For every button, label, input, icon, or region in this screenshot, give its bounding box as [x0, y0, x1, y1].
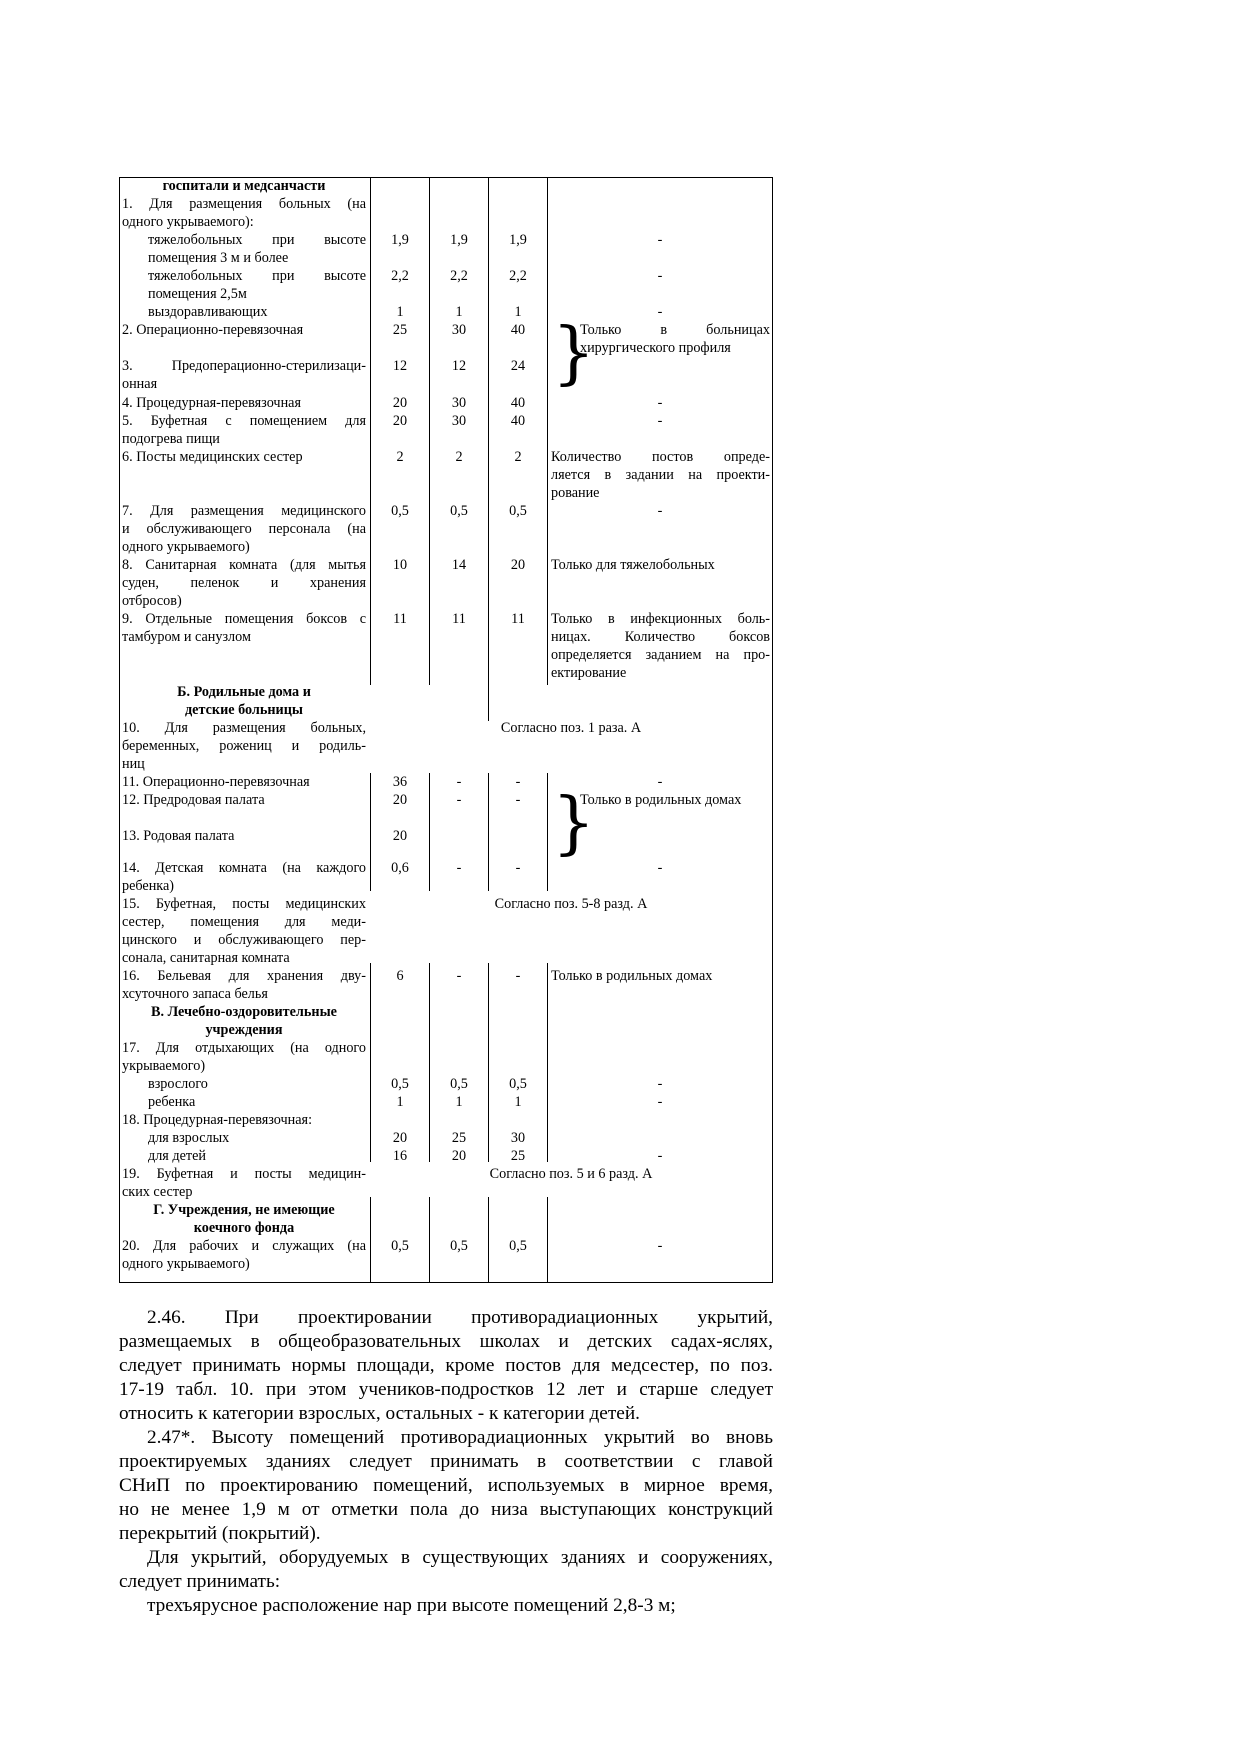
section-header: коечного фонда	[193, 1220, 295, 1236]
value-cell: 30	[451, 322, 467, 338]
note-cell: Только в больницах	[580, 322, 770, 338]
row-label: тамбуром и санузлом	[122, 629, 251, 645]
value-cell: 12	[392, 358, 408, 374]
text-line: 17-19 табл. 10. при этом учеников-подростков 12 лет и старше следует	[119, 1379, 773, 1400]
value-cell: 11	[511, 611, 525, 627]
col-divider	[488, 177, 489, 685]
row-label: 17. Для отдыхающих (на одного	[122, 1040, 366, 1056]
value-cell: 25	[451, 1130, 467, 1146]
value-cell: 0,6	[391, 860, 409, 876]
note-cell: Только для тяжелобольных	[551, 557, 715, 573]
value-cell: 20	[392, 1130, 408, 1146]
section-header: детские больницы	[185, 702, 303, 718]
value-cell: 40	[510, 395, 526, 411]
note-cell: -	[657, 232, 663, 248]
row-label: одного укрываемого)	[122, 539, 250, 555]
value-cell: 20	[392, 828, 408, 844]
value-cell: 24	[510, 358, 526, 374]
row-label: укрываемого)	[122, 1058, 206, 1074]
row-label: 6. Посты медицинских сестер	[122, 449, 303, 465]
col-divider	[370, 1197, 371, 1283]
value-cell: 40	[510, 322, 526, 338]
note-cell: Только в инфекционных боль-	[551, 611, 770, 627]
row-label: сестер, помещения для меди-	[122, 914, 366, 930]
value-cell: 30	[510, 1130, 526, 1146]
value-cell: 36	[392, 774, 408, 790]
value-cell: 1,9	[509, 232, 527, 248]
row-label: для взрослых	[148, 1130, 230, 1146]
value-cell: -	[456, 968, 462, 984]
row-label: 7. Для размещения медицинского	[122, 503, 366, 519]
row-label: и обслуживающего персонала (на	[122, 521, 366, 537]
col-divider	[488, 963, 489, 1162]
row-label: помещения 2,5м	[148, 286, 247, 302]
row-label: 13. Родовая палата	[122, 828, 235, 844]
note-cell: ектирование	[551, 665, 627, 681]
note-cell: -	[657, 1094, 663, 1110]
value-cell: -	[515, 792, 521, 808]
col-divider	[488, 685, 489, 721]
note-cell: -	[657, 1076, 663, 1092]
text-line: Для укрытий, оборудуемых в существующих зданиях и сооружениях,	[147, 1547, 773, 1568]
row-label: 12. Предродовая палата	[122, 792, 265, 808]
value-cell: 40	[510, 413, 526, 429]
note-cell: -	[657, 268, 663, 284]
note-cell: хирургического профиля	[580, 340, 731, 356]
row-label: 16. Бельевая для хранения дву-	[122, 968, 366, 984]
value-cell: 1	[396, 1094, 404, 1110]
note-cell: -	[657, 395, 663, 411]
section-header: Б. Родильные дома и	[177, 684, 311, 700]
value-cell: 0,5	[450, 1238, 468, 1254]
row-label: одного укрываемого)	[122, 1256, 250, 1272]
note-cell: ницах. Количество боксов	[551, 629, 770, 645]
col-divider	[547, 773, 548, 891]
col-divider	[488, 773, 489, 891]
value-cell: 0,5	[391, 1238, 409, 1254]
value-cell: -	[515, 968, 521, 984]
value-cell: 11	[452, 611, 466, 627]
note-cell: -	[657, 413, 663, 429]
row-label: 8. Санитарная комната (для мытья	[122, 557, 366, 573]
value-cell: 0,5	[391, 503, 409, 519]
note-cell: -	[657, 304, 663, 320]
row-label: 2. Операционно-перевязочная	[122, 322, 304, 338]
col-divider	[429, 1197, 430, 1283]
text-line: следует принимать нормы площади, кроме постов для медсестер, по поз.	[119, 1355, 773, 1376]
row-label: суден, пеленок и хранения	[122, 575, 366, 591]
value-cell: -	[456, 860, 462, 876]
row-label: взрослого	[148, 1076, 208, 1092]
row-label: ниц	[122, 756, 145, 772]
paragraph-2-46	[119, 1306, 773, 1426]
row-label: 11. Операционно-перевязочная	[122, 774, 310, 790]
value-cell: 20	[392, 395, 408, 411]
row-label: онная	[122, 376, 158, 392]
text-line: но не менее 1,9 м от отметки пола до низа выступающих конструкций	[119, 1499, 773, 1520]
paragraph-bunks	[119, 1594, 773, 1618]
text-line: перекрытий (покрытий).	[119, 1523, 321, 1544]
row-label: для детей	[148, 1148, 206, 1164]
value-cell: 1	[455, 1094, 463, 1110]
value-cell: 20	[392, 413, 408, 429]
row-label: одного укрываемого):	[122, 214, 254, 230]
note-cell: Количество постов опреде-	[551, 449, 770, 465]
row-label: выздоравливающих	[148, 304, 268, 320]
row-label: 4. Процедурная-перевязочная	[122, 395, 301, 411]
row-label: 9. Отдельные помещения боксов с	[122, 611, 366, 627]
value-cell: 2,2	[391, 268, 409, 284]
row-label: помещения 3 м и более	[148, 250, 289, 266]
col-divider	[547, 963, 548, 1162]
value-cell: 0,5	[450, 503, 468, 519]
row-label: 1. Для размещения больных (на	[122, 196, 366, 212]
row-label: 18. Процедурная-перевязочная:	[122, 1112, 313, 1128]
value-cell: 0,5	[509, 1238, 527, 1254]
value-cell: 0,5	[450, 1076, 468, 1092]
value-cell: 1,9	[391, 232, 409, 248]
value-cell: 10	[392, 557, 408, 573]
text-line: следует принимать:	[119, 1571, 281, 1592]
section-header: учреждения	[205, 1022, 283, 1038]
value-cell: 16	[392, 1148, 408, 1164]
value-cell: 11	[393, 611, 407, 627]
row-label: сонала, санитарная комната	[122, 950, 290, 966]
note-cell: Только в родильных домах	[580, 792, 742, 808]
row-label: отбросов)	[122, 593, 182, 609]
col-divider	[547, 177, 548, 685]
section-header: Г. Учреждения, не имеющие	[153, 1202, 335, 1218]
value-cell: -	[456, 792, 462, 808]
text-line: 2.46. При проектировании противорадиационных укрытий,	[147, 1307, 773, 1328]
value-cell: 1	[396, 304, 404, 320]
col-divider	[429, 773, 430, 891]
col-divider	[370, 773, 371, 891]
col-divider	[488, 1197, 489, 1283]
text-line: 2.47*. Высоту помещений противорадиационных укрытий во вновь	[147, 1427, 773, 1448]
row-label: подогрева пищи	[122, 431, 220, 447]
merged-cell: Согласно поз. 5 и 6 разд. А	[489, 1166, 653, 1182]
row-label: 20. Для рабочих и служащих (на	[122, 1238, 366, 1254]
row-label: ских сестер	[122, 1184, 193, 1200]
note-cell: -	[657, 503, 663, 519]
row-label: ребенка)	[122, 878, 175, 894]
value-cell: 12	[451, 358, 467, 374]
row-label: цинского и обслуживающего пер-	[122, 932, 366, 948]
value-cell: 2	[455, 449, 463, 465]
col-divider	[547, 1197, 548, 1283]
text-line: трехъярусное расположение нар при высоте помещений 2,8-3 м;	[147, 1595, 676, 1616]
value-cell: -	[515, 774, 521, 790]
row-label: 14. Детская комната (на каждого	[122, 860, 366, 876]
note-cell: -	[657, 1148, 663, 1164]
section-header: В. Лечебно-оздоровительные	[151, 1004, 337, 1020]
section-header: госпитали и медсанчасти	[162, 178, 326, 194]
value-cell: 25	[392, 322, 408, 338]
value-cell: 2,2	[509, 268, 527, 284]
value-cell: 1	[514, 304, 522, 320]
value-cell: 30	[451, 395, 467, 411]
value-cell: 2,2	[450, 268, 468, 284]
value-cell: 25	[510, 1148, 526, 1164]
note-cell: -	[657, 774, 663, 790]
value-cell: 6	[396, 968, 404, 984]
curly-brace: }	[552, 784, 596, 863]
value-cell: 20	[510, 557, 526, 573]
col-divider	[429, 177, 430, 685]
paragraph-2-47	[119, 1426, 773, 1546]
value-cell: 20	[392, 792, 408, 808]
row-label: 3. Предоперационно-стерилизаци-	[122, 358, 366, 374]
value-cell: 1	[455, 304, 463, 320]
merged-cell: Согласно поз. 5-8 разд. А	[494, 896, 648, 912]
note-cell: рование	[551, 485, 600, 501]
value-cell: 20	[451, 1148, 467, 1164]
curly-brace: }	[552, 314, 596, 393]
text-line: СНиП по проектированию помещений, используемых в мирное время,	[119, 1475, 773, 1496]
note-cell: определяется заданием на про-	[551, 647, 770, 663]
note-cell: -	[657, 860, 663, 876]
row-label: тяжелобольных при высоте	[148, 232, 366, 248]
text-line: размещаемых в общеобразовательных школах и детских садах-яслях,	[119, 1331, 773, 1352]
row-label: тяжелобольных при высоте	[148, 268, 366, 284]
value-cell: -	[515, 860, 521, 876]
value-cell: 14	[451, 557, 467, 573]
value-cell: 0,5	[509, 1076, 527, 1092]
col-divider	[429, 963, 430, 1162]
col-divider	[370, 963, 371, 1162]
value-cell: 1	[514, 1094, 522, 1110]
note-cell: ляется в задании на проекти-	[551, 467, 770, 483]
note-cell: Только в родильных домах	[551, 968, 713, 984]
text-line: проектируемых зданиях следует принимать в соответствии с главой	[119, 1451, 773, 1472]
value-cell: 0,5	[509, 503, 527, 519]
row-label: хсуточного запаса белья	[122, 986, 268, 1002]
note-cell: -	[657, 1238, 663, 1254]
value-cell: -	[456, 774, 462, 790]
row-label: 15. Буфетная, посты медицинских	[122, 896, 366, 912]
value-cell: 2	[396, 449, 404, 465]
row-label: ребенка	[148, 1094, 196, 1110]
value-cell: 0,5	[391, 1076, 409, 1092]
row-label: беременных, рожениц и родиль-	[122, 738, 366, 754]
row-label: 10. Для размещения больных,	[122, 720, 366, 736]
row-label: 5. Буфетная с помещением для	[122, 413, 366, 429]
value-cell: 30	[451, 413, 467, 429]
text-line: относить к категории взрослых, остальных - к категории детей.	[119, 1403, 640, 1424]
value-cell: 1,9	[450, 232, 468, 248]
merged-cell: Согласно поз. 1 раза. А	[500, 720, 642, 736]
value-cell: 2	[514, 449, 522, 465]
paragraph-existing-buildings	[119, 1546, 773, 1594]
row-label: 19. Буфетная и посты медицин-	[122, 1166, 366, 1182]
col-divider	[370, 177, 371, 685]
